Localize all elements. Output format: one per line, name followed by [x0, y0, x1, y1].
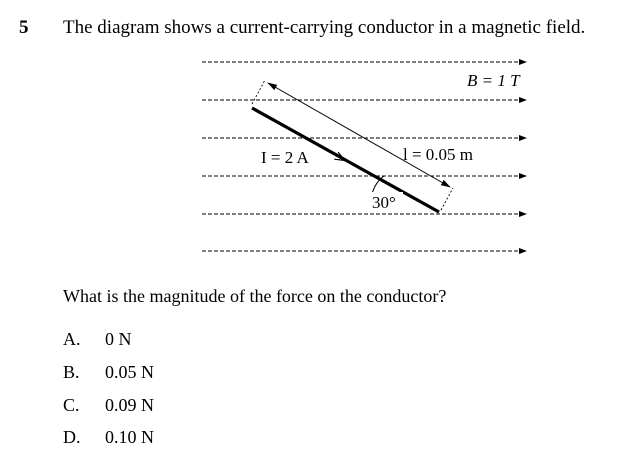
option-text: 0.10 N	[105, 427, 154, 447]
question-stem: The diagram shows a current-carrying conductor in a magnetic field.	[63, 17, 586, 38]
field-lines	[202, 62, 526, 251]
length-label: l = 0.05 m	[403, 145, 474, 164]
option-c[interactable]	[63, 395, 154, 416]
angle-label: 30°	[372, 193, 396, 212]
option-letter: A.	[63, 329, 81, 349]
option-a[interactable]	[63, 329, 132, 350]
option-text: 0.09 N	[105, 395, 154, 415]
option-letter: C.	[63, 395, 80, 415]
current-direction-arrow	[322, 148, 344, 160]
option-letter: B.	[63, 362, 80, 382]
question-prompt: What is the magnitude of the force on the conductor?	[63, 286, 447, 306]
option-text: 0.05 N	[105, 362, 154, 382]
question-number: 5	[19, 17, 29, 38]
current-label: I = 2 A	[261, 148, 309, 167]
field-strength-label: B = 1 T	[467, 71, 520, 90]
option-b[interactable]	[63, 362, 154, 383]
option-letter: D.	[63, 427, 81, 447]
option-text: 0 N	[105, 329, 132, 349]
length-dimension-arrow	[268, 83, 450, 187]
dimension-extension	[441, 188, 453, 210]
option-d[interactable]	[63, 427, 154, 448]
